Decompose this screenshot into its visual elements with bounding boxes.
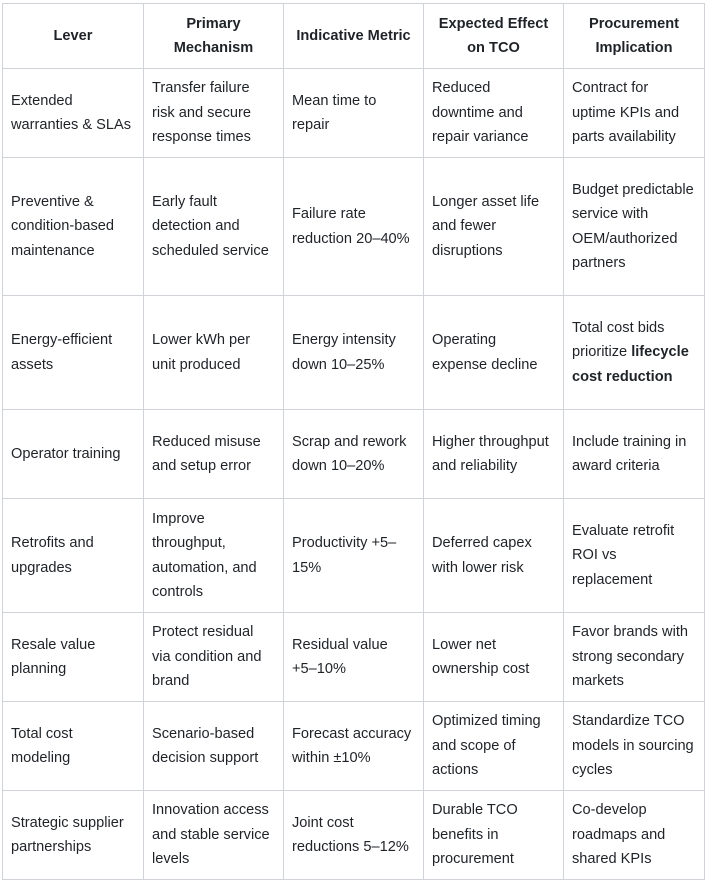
- cell-mechanism: Innovation access and stable service levels: [144, 791, 284, 880]
- cell-lever: Strategic supplier partnerships: [3, 791, 144, 880]
- cell-metric: Mean time to repair: [284, 69, 424, 158]
- cell-effect: Operating expense decline: [424, 296, 564, 410]
- cell-effect: Higher throughput and reliability: [424, 410, 564, 499]
- header-procurement-implication: Procurement Implication: [564, 4, 705, 69]
- table-row: [3, 69, 705, 158]
- cell-implication-bold: lifecycle cost reduction: [572, 344, 689, 385]
- cell-metric: Residual value +5–10%: [284, 613, 424, 702]
- cell-mechanism: Protect residual via condition and brand: [144, 613, 284, 702]
- table-header: [3, 4, 705, 69]
- cell-mechanism: Lower kWh per unit produced: [144, 296, 284, 410]
- cell-effect: Longer asset life and fewer disruptions: [424, 158, 564, 296]
- table-row: [3, 158, 705, 296]
- table-row: [3, 296, 705, 410]
- table-row: [3, 613, 705, 702]
- table-row: [3, 410, 705, 499]
- cell-mechanism: Scenario-based decision support: [144, 702, 284, 791]
- cell-effect: Optimized timing and scope of actions: [424, 702, 564, 791]
- cell-metric: Productivity +5–15%: [284, 499, 424, 613]
- cell-effect: Reduced downtime and repair variance: [424, 69, 564, 158]
- cell-metric: Scrap and rework down 10–20%: [284, 410, 424, 499]
- cell-implication: Budget predictable service with OEM/authorized partners: [564, 158, 705, 296]
- header-indicative-metric: Indicative Metric: [284, 4, 424, 69]
- cell-lever: Preventive & condition-based maintenance: [3, 158, 144, 296]
- cell-implication-text: Total cost bids prioritize: [572, 319, 665, 361]
- cell-lever: Resale value planning: [3, 613, 144, 702]
- cell-metric: Forecast accuracy within ±10%: [284, 702, 424, 791]
- cell-effect: Durable TCO benefits in procurement: [424, 791, 564, 880]
- cell-implication: Evaluate retrofit ROI vs replacement: [564, 499, 705, 613]
- cell-implication: Standardize TCO models in sourcing cycles: [564, 702, 705, 791]
- header-row: [3, 4, 705, 69]
- cell-metric: Failure rate reduction 20–40%: [284, 158, 424, 296]
- cell-lever: Total cost modeling: [3, 702, 144, 791]
- header-primary-mechanism: Primary Mechanism: [144, 4, 284, 69]
- cell-effect: Deferred capex with lower risk: [424, 499, 564, 613]
- cell-implication: Contract for uptime KPIs and parts availability: [564, 69, 705, 158]
- cell-implication: Co-develop roadmaps and shared KPIs: [564, 791, 705, 880]
- tco-levers-table: [2, 3, 705, 880]
- cell-effect: Lower net ownership cost: [424, 613, 564, 702]
- header-expected-effect: Expected Effect on TCO: [424, 4, 564, 69]
- cell-metric: Joint cost reductions 5–12%: [284, 791, 424, 880]
- table-row: [3, 791, 705, 880]
- cell-mechanism: Transfer failure risk and secure response times: [144, 69, 284, 158]
- table-row: [3, 702, 705, 791]
- cell-implication: [564, 296, 705, 410]
- cell-implication: Favor brands with strong secondary markets: [564, 613, 705, 702]
- header-lever: Lever: [3, 4, 144, 69]
- cell-implication: Include training in award criteria: [564, 410, 705, 499]
- cell-lever: Retrofits and upgrades: [3, 499, 144, 613]
- cell-mechanism: Early fault detection and scheduled service: [144, 158, 284, 296]
- cell-mechanism: Reduced misuse and setup error: [144, 410, 284, 499]
- cell-lever: Energy-efficient assets: [3, 296, 144, 410]
- table-row: [3, 499, 705, 613]
- cell-lever: Operator training: [3, 410, 144, 499]
- table-body: [3, 69, 705, 880]
- cell-lever: Extended warranties & SLAs: [3, 69, 144, 158]
- cell-mechanism: Improve throughput, automation, and controls: [144, 499, 284, 613]
- cell-metric: Energy intensity down 10–25%: [284, 296, 424, 410]
